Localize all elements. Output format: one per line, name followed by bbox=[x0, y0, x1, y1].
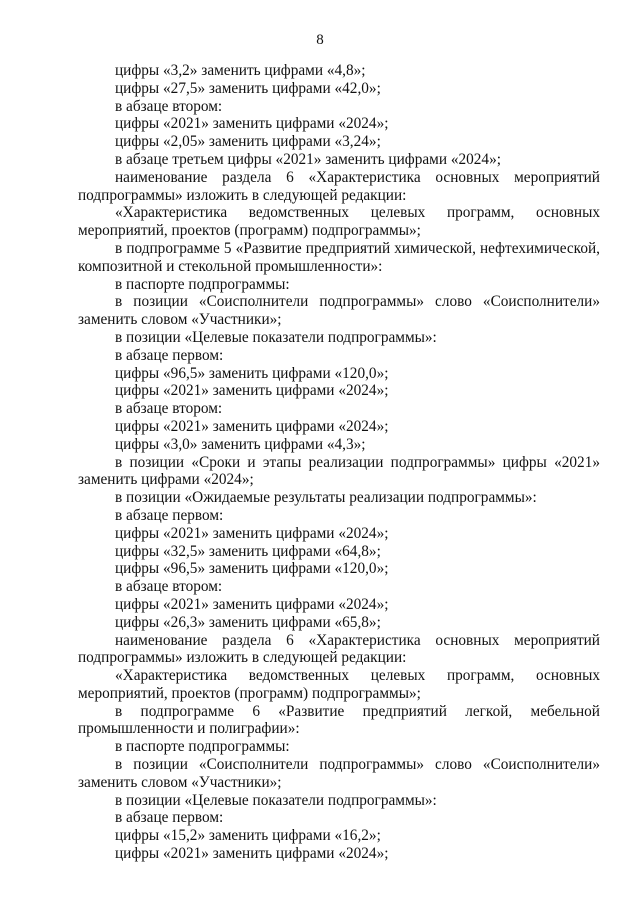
paragraph: цифры «2,05» заменить цифрами «3,24»; bbox=[115, 133, 381, 151]
paragraph: в абзаце втором: bbox=[115, 578, 223, 596]
paragraph: цифры «96,5» заменить цифрами «120,0»; bbox=[115, 364, 389, 382]
paragraph: в паспорте подпрограммы: bbox=[115, 275, 290, 293]
paragraph: в абзаце первом: bbox=[115, 506, 224, 524]
paragraph: «Характеристика ведомственных целевых программ, основных мероприятий, проектов (программ) подпрограммы»; bbox=[78, 667, 600, 702]
paragraph: наименование раздела 6 «Характеристика основных мероприятий подпрограммы» изложить в следующей редакции: bbox=[78, 631, 600, 667]
paragraph: «Характеристика ведомственных целевых программ, основных мероприятий, проектов (программ) подпрограммы»; bbox=[78, 204, 600, 240]
paragraph: цифры «27,5» заменить цифрами «42,0»; bbox=[115, 79, 381, 97]
paragraph: в позиции «Целевые показатели подпрограммы»: bbox=[115, 791, 437, 809]
paragraph: цифры «32,5» заменить цифрами «64,8»; bbox=[115, 542, 381, 560]
paragraph: цифры «2021» заменить цифрами «2024»; bbox=[115, 845, 389, 863]
document-body bbox=[78, 62, 600, 863]
paragraph: цифры «2021» заменить цифрами «2024»; bbox=[115, 382, 389, 400]
paragraph: в позиции «Ожидаемые результаты реализации подпрограммы»: bbox=[115, 489, 537, 507]
paragraph: в позиции «Соисполнители подпрограммы» слово «Соисполнители» заменить словом «Участники»; bbox=[78, 756, 600, 791]
paragraph: в абзаце втором: bbox=[115, 400, 223, 418]
paragraph: цифры «3,0» заменить цифрами «4,3»; bbox=[115, 435, 366, 453]
paragraph: цифры «2021» заменить цифрами «2024»; bbox=[115, 115, 389, 133]
paragraph: в абзаце первом: bbox=[115, 346, 224, 364]
page-number: 8 bbox=[316, 32, 324, 48]
paragraph: в позиции «Сроки и этапы реализации подпрограммы» цифры «2021» заменить цифрами «2024»; bbox=[78, 453, 600, 489]
paragraph: в подпрограмме 5 «Развитие предприятий химической, нефтехимической, композитной и стекольной промышленности»: bbox=[78, 239, 600, 275]
paragraph: цифры «2021» заменить цифрами «2024»; bbox=[115, 595, 389, 613]
paragraph: цифры «2021» заменить цифрами «2024»; bbox=[115, 417, 389, 435]
paragraph: цифры «2021» заменить цифрами «2024»; bbox=[115, 524, 389, 542]
paragraph: в позиции «Соисполнители подпрограммы» слово «Соисполнители» заменить словом «Участники»; bbox=[78, 293, 600, 329]
paragraph: в подпрограмме 6 «Развитие предприятий легкой, мебельной промышленности и полиграфии»: bbox=[78, 702, 600, 738]
paragraph: в абзаце третьем цифры «2021» заменить цифрами «2024»; bbox=[115, 150, 501, 168]
paragraph: в абзаце втором: bbox=[115, 97, 223, 115]
paragraph: цифры «26,3» заменить цифрами «65,8»; bbox=[115, 613, 381, 631]
paragraph: в позиции «Целевые показатели подпрограммы»: bbox=[115, 328, 437, 346]
paragraph: цифры «96,5» заменить цифрами «120,0»; bbox=[115, 560, 389, 578]
paragraph: наименование раздела 6 «Характеристика основных мероприятий подпрограммы» изложить в следующей редакции: bbox=[78, 168, 600, 204]
paragraph: цифры «3,2» заменить цифрами «4,8»; bbox=[115, 62, 366, 79]
paragraph: цифры «15,2» заменить цифрами «16,2»; bbox=[115, 827, 381, 845]
paragraph: в паспорте подпрограммы: bbox=[115, 738, 290, 756]
paragraph: в абзаце первом: bbox=[115, 809, 224, 827]
